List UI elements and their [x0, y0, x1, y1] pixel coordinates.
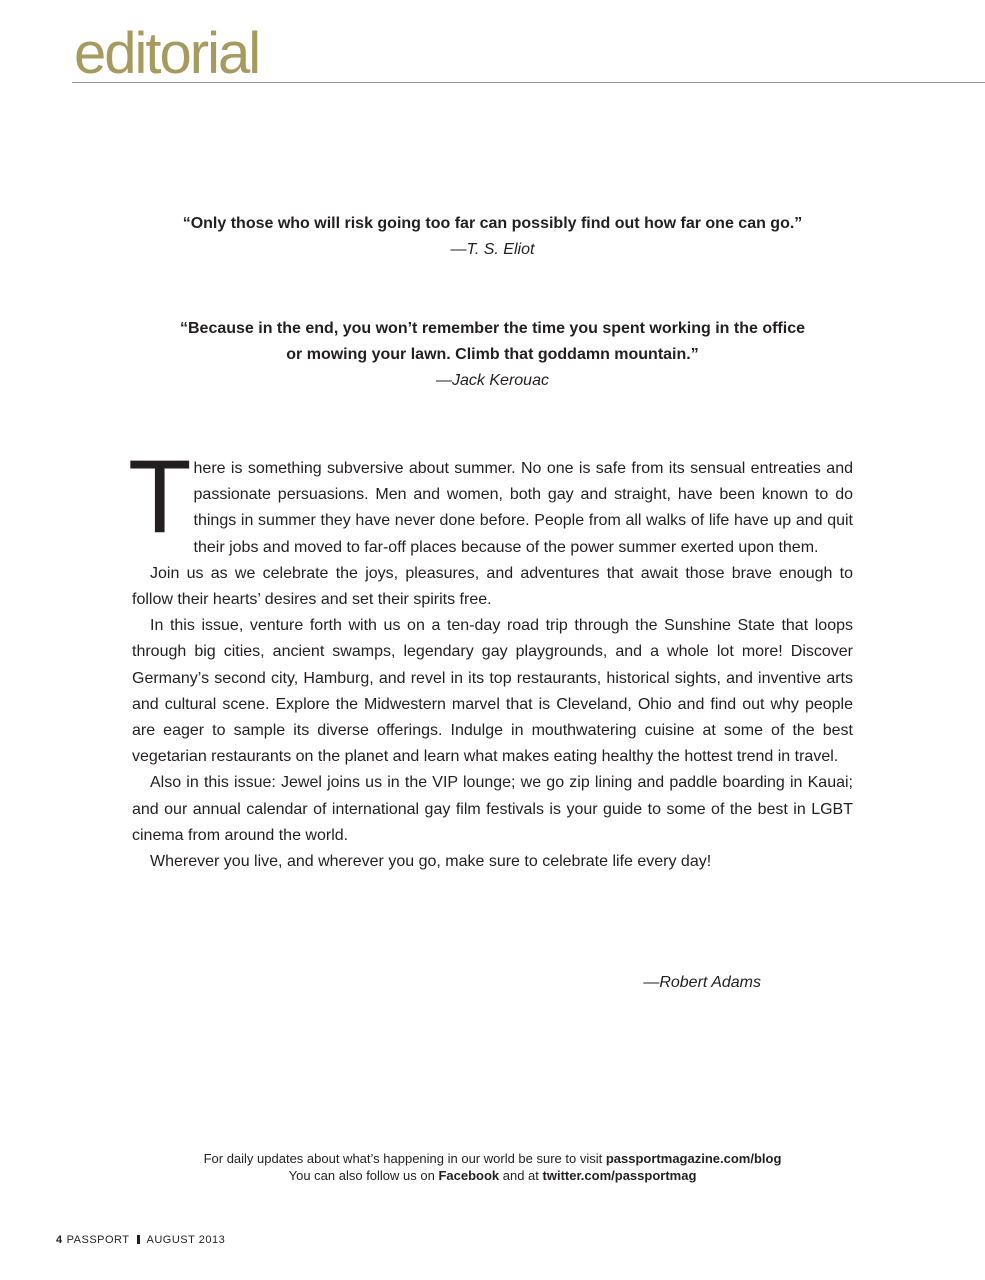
quote-text-line-1: “Because in the end, you won’t remember the time you spent working in the office — [180, 320, 805, 337]
footer-line-2-text: You can also follow us on — [288, 1168, 439, 1183]
quote-text: “Only those who will risk going too far can possibly find out how far one can go.” — [182, 215, 803, 232]
issue-date: AUGUST 2013 — [146, 1234, 226, 1246]
footer-line-1-text: For daily updates about what’s happening in our world be sure to visit — [203, 1151, 606, 1166]
header-divider — [72, 82, 985, 83]
paragraph-2: Join us as we celebrate the joys, pleasures, and adventures that await those brave enough to follow their hearts’ desires and set their spirits free. — [132, 564, 853, 609]
quote-text-line-2: or mowing your lawn. Climb that goddamn mountain.” — [286, 346, 699, 363]
editorial-body — [128, 439, 853, 875]
quote-author: —T. S. Eliot — [450, 241, 535, 258]
quote-eliot — [0, 211, 985, 263]
paragraph-5: Wherever you live, and wherever you go, make sure to celebrate life every day! — [150, 853, 712, 871]
drop-cap: T — [128, 439, 192, 555]
publication-name: PASSPORT — [66, 1234, 130, 1246]
footer-note — [0, 1150, 985, 1184]
paragraph-1-text: here is something subversive about summer. No one is safe from its sensual entreaties and passionate persuasions. Men and women, both gay and straight, have been known to do things in summer they have never done before. People from all walks of life have up and quit their jobs and moved to far-off places because of the power summer exerted upon them. — [193, 460, 853, 556]
page-number: 4 — [56, 1234, 63, 1246]
signature: —Robert Adams — [643, 974, 761, 991]
footer-line-2-mid: and at — [499, 1168, 543, 1183]
folio — [56, 1233, 225, 1247]
facebook-link[interactable]: Facebook — [438, 1168, 500, 1183]
footer-line-2 — [0, 1167, 985, 1184]
quote-kerouac — [0, 316, 985, 394]
folio-separator — [137, 1235, 140, 1244]
paragraph-3: In this issue, venture forth with us on a ten-day road trip through the Sunshine State that loops through big cities, ancient swamps, legendary gay playgrounds, and a whole lot more! Discover Germany’s second city, Hamburg, and revel in its top restaurants, historical sights, and inventive arts and cultural scene. Explore the Midwestern marvel that is Cleveland, Ohio and find out why people are eager to sample its diverse offerings. Indulge in mouthwatering cuisine at some of the best vegetarian restaurants on the planet and learn what makes eating healthy the hottest trend in travel. — [132, 617, 853, 766]
blog-link[interactable]: passportmagazine.com/blog — [605, 1151, 782, 1166]
paragraph-1 — [128, 439, 853, 561]
footer-line-1 — [0, 1150, 985, 1167]
twitter-link[interactable]: twitter.com/passportmag — [542, 1168, 697, 1183]
section-title: editorial — [74, 21, 260, 86]
quote-author: —Jack Kerouac — [436, 372, 549, 389]
paragraph-4: Also in this issue: Jewel joins us in the VIP lounge; we go zip lining and paddle boarding in Kauai; and our annual calendar of international gay film festivals is your guide to some of the best in LGBT cinema from around the world. — [132, 774, 853, 844]
